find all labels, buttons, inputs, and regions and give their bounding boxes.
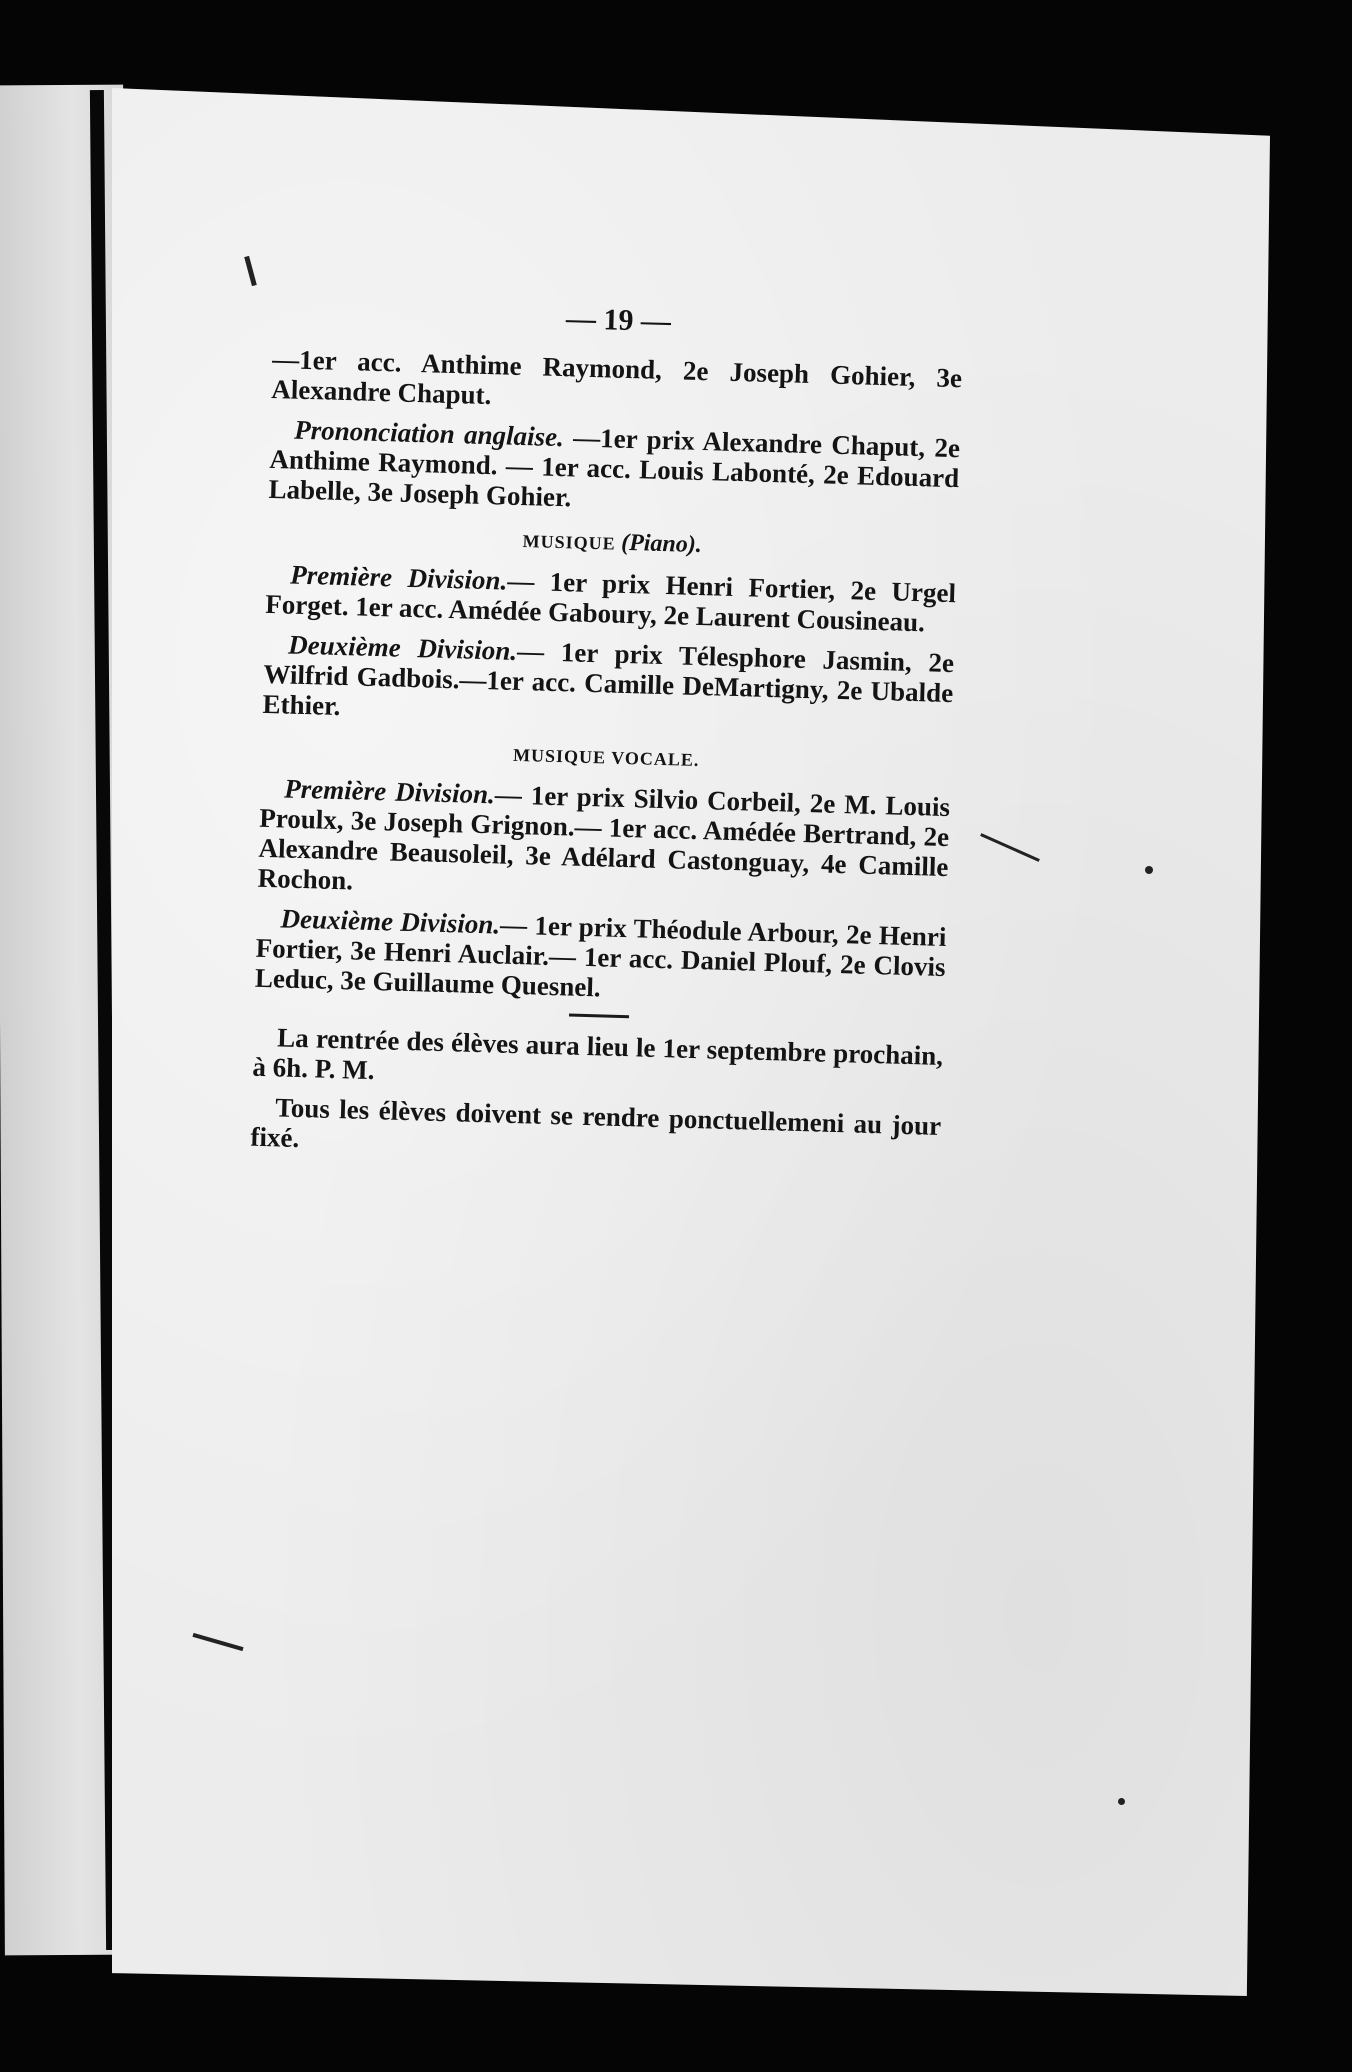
division-label: Première Division.	[289, 559, 508, 596]
heading-italic: (Piano).	[620, 529, 703, 559]
heading-music-piano	[267, 518, 958, 568]
vocal-first-division	[257, 773, 950, 912]
page-number: — 19 —	[565, 302, 672, 339]
section-divider	[569, 1014, 629, 1019]
section-lead: Prononciation anglaise.	[293, 414, 565, 453]
vocal-second-division	[255, 903, 947, 1012]
division-text: — 1er prix Théodule Arbour, 2e Henri Fortier, 3e Henri Auclair.— 1er acc. Daniel Plouf, 2e Clovis Leduc, 3e Guillaume Quesnel.	[254, 909, 947, 1003]
division-label: Deuxième Division.	[280, 903, 501, 940]
division-text: — 1er prix Télesphore Jasmin, 2e Wilfrid Gadbois.—1er acc. Camille DeMartigny, 2e Ubalde Ethier.	[262, 635, 955, 722]
division-text: — 1er prix Henri Fortier, 2e Urgel Forget. 1er acc. Amédée Gaboury, 2e Laurent Cousineau.	[264, 565, 957, 638]
paragraph-english-pronunciation	[268, 414, 960, 523]
division-label: Deuxième Division.	[287, 629, 518, 666]
piano-first-division	[265, 559, 956, 638]
page-text	[250, 296, 964, 1181]
ink-dot	[1145, 866, 1153, 874]
division-label: Première Division.	[283, 773, 496, 810]
paragraph-punctuality: Tous les élèves doivent se rendre ponctuellemeni au jour fixé.	[250, 1092, 942, 1154]
piano-second-division	[262, 629, 954, 738]
heading-music-vocal: MUSIQUE VOCALE.	[512, 744, 700, 771]
paragraph-accessit: —1er acc. Anthime Raymond, 2e Joseph Gohier, 3e Alexandre Chaput.	[270, 343, 963, 411]
division-text: — 1er prix Silvio Corbeil, 2e M. Louis Proulx, 3e Joseph Grignon.— 1er acc. Amédée Bertrand, 2e Alexandre Beausoleil, 3e Adélard Castonguay, 4e Camille Rochon.	[257, 779, 951, 896]
section-text: —1er prix Alexandre Chaput, 2e Anthime Raymond. — 1er acc. Louis Labonté, 2e Edouard Labelle, 3e Joseph Gohier.	[268, 422, 961, 513]
paragraph-return-date: La rentrée des élèves aura lieu le 1er septembre prochain, à 6h. P. M.	[252, 1022, 944, 1086]
heading-caps: MUSIQUE	[522, 531, 616, 554]
ink-dot	[1118, 1798, 1125, 1805]
